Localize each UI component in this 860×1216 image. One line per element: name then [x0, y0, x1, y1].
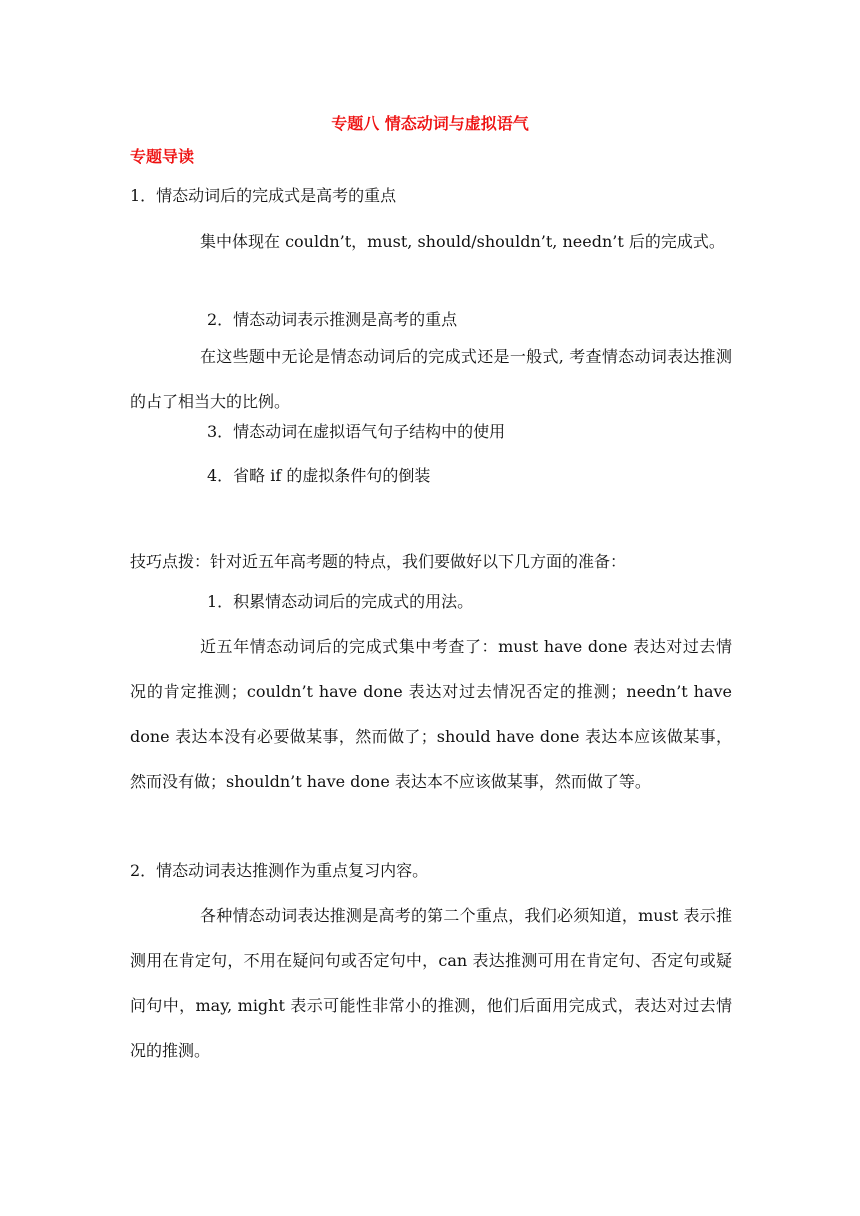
tip-1-title: 1．积累情态动词后的完成式的用法。	[207, 592, 474, 611]
intro-item-1: 1．情态动词后的完成式是高考的重点	[130, 186, 397, 205]
page-title: 专题八 情态动词与虚拟语气	[331, 114, 529, 133]
intro-item-2-detail: 在这些题中无论是情态动词后的完成式还是一般式, 考查情态动词表达推测的占了相当大的比例。	[130, 347, 732, 411]
tip-1-body: 近五年情态动词后的完成式集中考查了：must have done 表达对过去情况的肯定推测；couldn’t have done 表达对过去情况否定的推测；needn’t have done 表达本没有必要做某事，然而做了；should have done 表达本应该做某事，然而没有做；shouldn’t have done 表达本不应该做某事，然而做了等。	[130, 637, 732, 791]
section-heading: 专题导读	[130, 147, 195, 166]
tip-2-body: 各种情态动词表达推测是高考的第二个重点，我们必须知道，must 表示推测用在肯定句，不用在疑问句或否定句中，can 表达推测可用在肯定句、否定句或疑问句中，may, might 表示可能性非常小的推测，他们后面用完成式，表达对过去情况的推测。	[130, 906, 732, 1060]
tip-2-title: 2．情态动词表达推测作为重点复习内容。	[130, 861, 429, 880]
tips-intro: 技巧点拨：针对近五年高考题的特点，我们要做好以下几方面的准备：	[130, 552, 627, 571]
intro-item-4: 4．省略 if 的虚拟条件句的倒装	[207, 466, 431, 485]
intro-item-1-detail: 集中体现在 couldn’t，must, should/shouldn’t, needn’t 后的完成式。	[200, 232, 725, 251]
intro-item-3: 3．情态动词在虚拟语气句子结构中的使用	[207, 422, 506, 441]
intro-item-2: 2．情态动词表示推测是高考的重点	[207, 310, 458, 329]
